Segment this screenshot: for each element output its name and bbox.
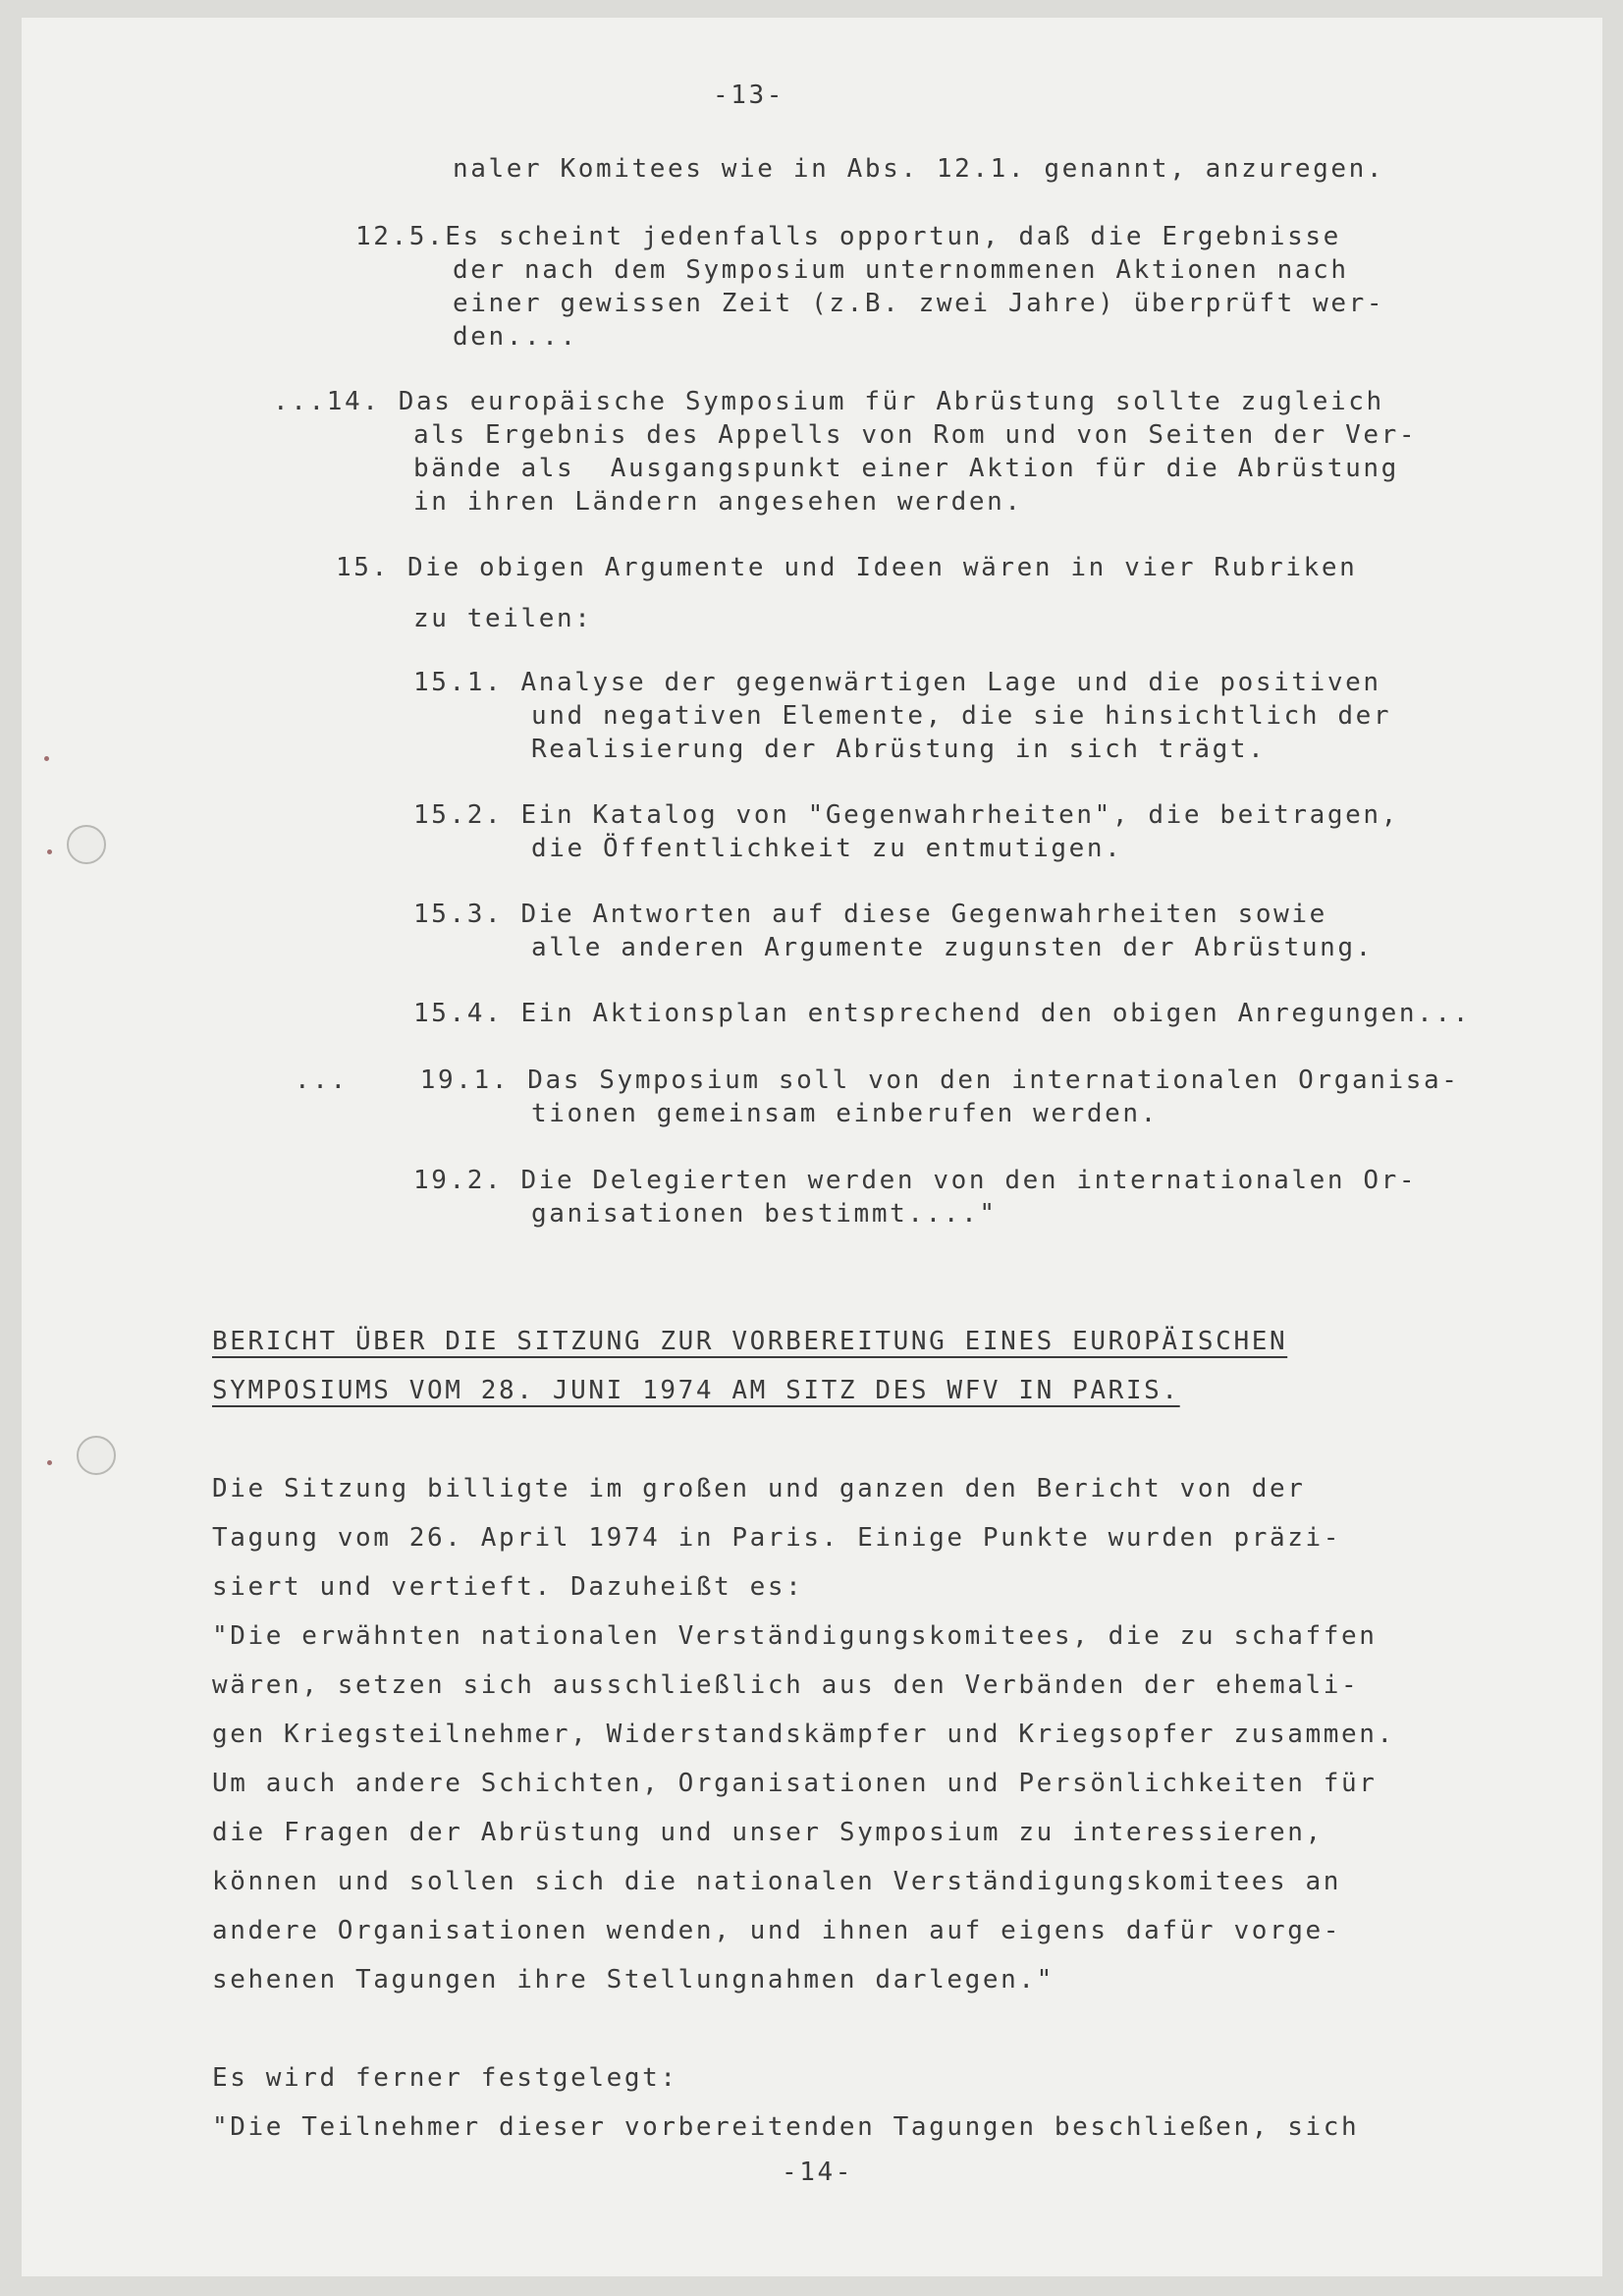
text-line: "Die erwähnten nationalen Verständigungskomitees, die zu schaffen [212, 1621, 1378, 1651]
text-line: 15. Die obigen Argumente und Ideen wären in vier Rubriken [336, 553, 1358, 582]
text-line: in ihren Ländern angesehen werden. [413, 487, 1023, 517]
text-line: sehenen Tagungen ihre Stellungnahmen darlegen." [212, 1965, 1055, 1995]
text-line: Um auch andere Schichten, Organisationen und Persönlichkeiten für [212, 1769, 1378, 1798]
text-line: 15.1. Analyse der gegenwärtigen Lage und die positiven [413, 668, 1381, 697]
ink-spot [47, 849, 52, 854]
text-line: wären, setzen sich ausschließlich aus den Verbänden der ehemali- [212, 1670, 1360, 1700]
text-line: 19.2. Die Delegierten werden von den internationalen Or- [413, 1166, 1418, 1195]
text-line: naler Komitees wie in Abs. 12.1. genannt, anzuregen. [453, 154, 1385, 184]
text-line: siert und vertieft. Dazuheißt es: [212, 1572, 804, 1602]
text-line: ...14. Das europäische Symposium für Abrüstung sollte zugleich [273, 387, 1384, 416]
text-line: 15.3. Die Antworten auf diese Gegenwahrheiten sowie [413, 900, 1327, 929]
text-line: und negativen Elemente, die sie hinsichtlich der [531, 701, 1392, 731]
text-line: "Die Teilnehmer dieser vorbereitenden Tagungen beschließen, sich [212, 2112, 1360, 2142]
text-line: tionen gemeinsam einberufen werden. [531, 1099, 1159, 1128]
text-line: ganisationen bestimmt...." [531, 1199, 998, 1229]
text-line: als Ergebnis des Appells von Rom und von Seiten der Ver- [413, 420, 1418, 450]
text-line: Es wird ferner festgelegt: [212, 2063, 678, 2093]
ink-spot [47, 1460, 52, 1465]
text-line: bände als Ausgangspunkt einer Aktion für die Abrüstung [413, 454, 1399, 483]
text-line: Die Sitzung billigte im großen und ganzen den Bericht von der [212, 1474, 1306, 1503]
punch-hole-lower [77, 1436, 116, 1475]
text-line: Realisierung der Abrüstung in sich trägt. [531, 735, 1267, 764]
text-line: Tagung vom 26. April 1974 in Paris. Einige Punkte wurden präzi- [212, 1523, 1341, 1553]
text-line: ... 19.1. Das Symposium soll von den internationalen Organisa- [295, 1066, 1460, 1095]
text-line: den.... [453, 322, 578, 352]
text-line: 15.2. Ein Katalog von "Gegenwahrheiten", die beitragen, [413, 800, 1399, 830]
text-line: der nach dem Symposium unternommenen Aktionen nach [453, 255, 1349, 285]
page-number-footer: -14- [782, 2158, 854, 2187]
text-line: die Fragen der Abrüstung und unser Symposium zu interessieren, [212, 1818, 1324, 1847]
punch-hole-upper [67, 825, 106, 864]
text-line: 12.5.Es scheint jedenfalls opportun, daß die Ergebnisse [355, 222, 1341, 251]
text-line: können und sollen sich die nationalen Verständigungskomitees an [212, 1867, 1341, 1896]
text-line: zu teilen: [413, 604, 593, 633]
section-heading: BERICHT ÜBER DIE SITZUNG ZUR VORBEREITUNG EINES EUROPÄISCHEN [212, 1327, 1288, 1356]
text-line: die Öffentlichkeit zu entmutigen. [531, 834, 1123, 863]
text-line: alle anderen Argumente zugunsten der Abrüstung. [531, 933, 1374, 962]
text-line: 15.4. Ein Aktionsplan entsprechend den obigen Anregungen... [413, 999, 1471, 1028]
page-number-header: -13- [713, 81, 785, 110]
text-line: andere Organisationen wenden, und ihnen auf eigens dafür vorge- [212, 1916, 1341, 1945]
text-line: gen Kriegsteilnehmer, Widerstandskämpfer und Kriegsopfer zusammen. [212, 1720, 1395, 1749]
ink-spot [44, 756, 49, 761]
text-line: einer gewissen Zeit (z.B. zwei Jahre) überprüft wer- [453, 289, 1385, 318]
section-heading: SYMPOSIUMS VOM 28. JUNI 1974 AM SITZ DES WFV IN PARIS. [212, 1376, 1180, 1405]
